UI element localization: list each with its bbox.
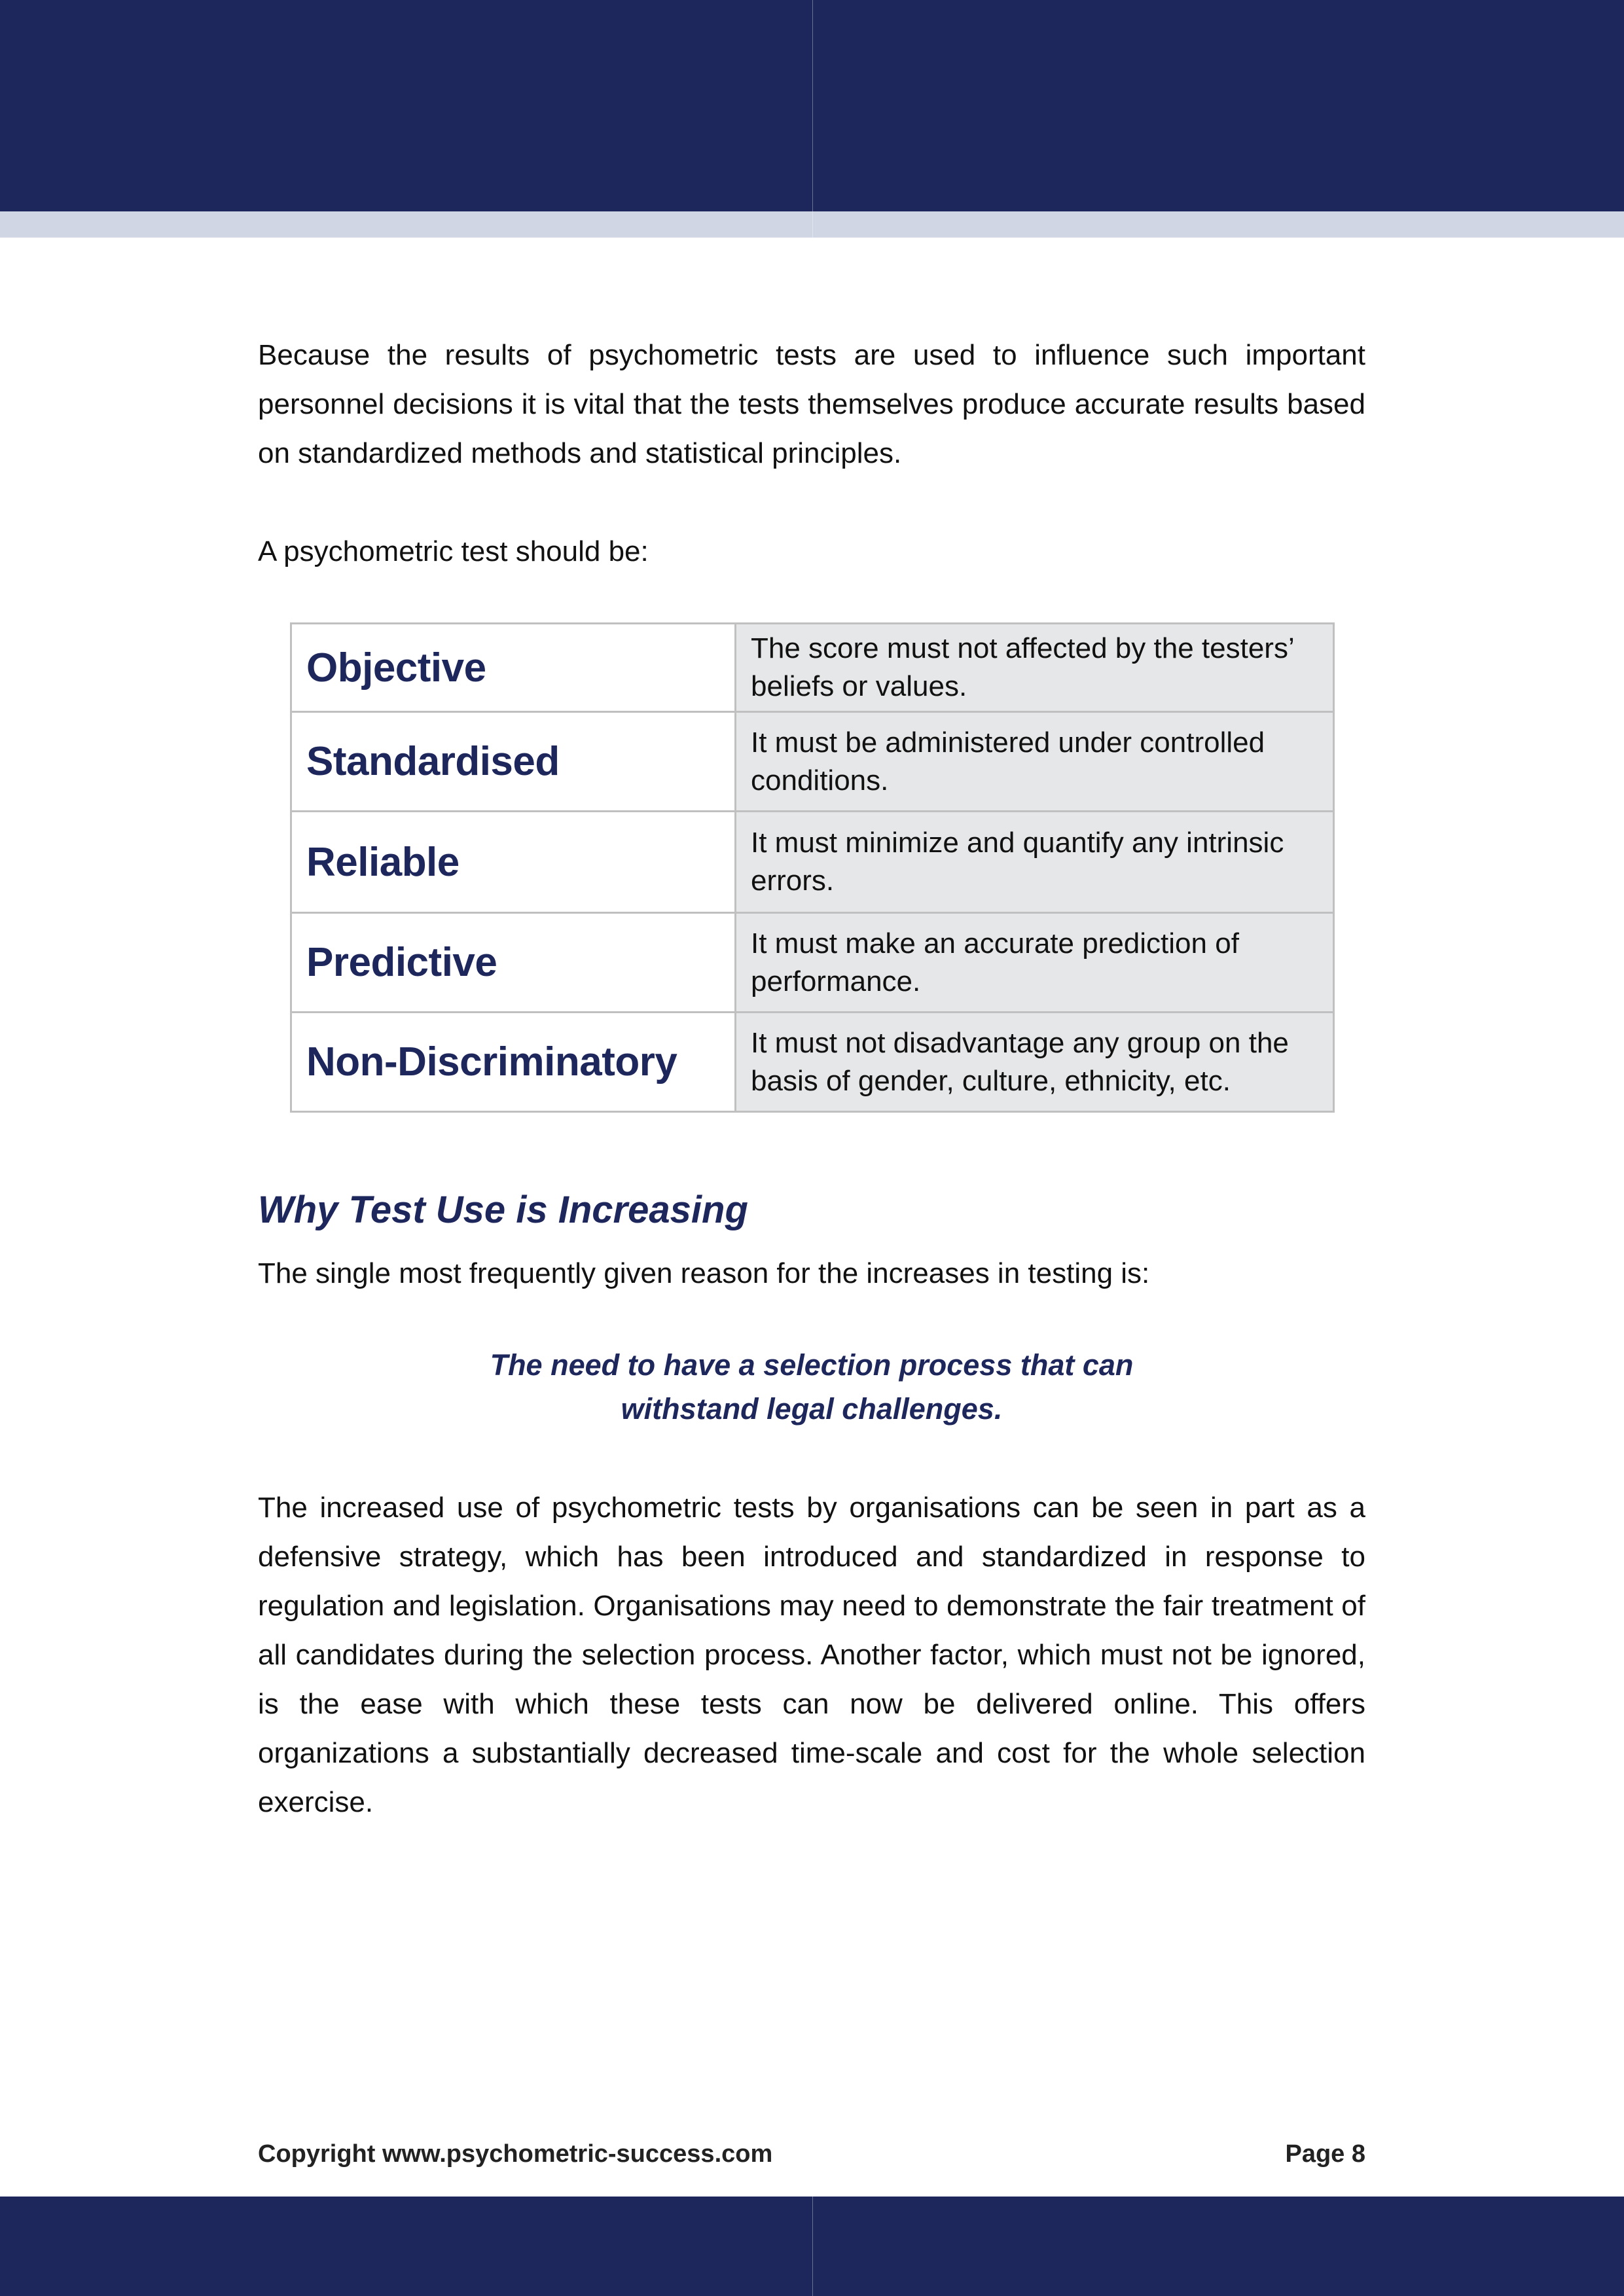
section-body: The increased use of psychometric tests by organisations can be seen in part as a defensive strategy, which has been introduced and standardized in response to regulation and legislation. Organisations may need to demonstrate the fair treatment of all candidates during the selection process. Another factor, which must not be ignored, is the ease with which these tests can now be delivered online. This offers organizations a substantially decreased time-scale and cost for the whole selection exercise.: [258, 1492, 1365, 1818]
table-row: [291, 624, 1334, 712]
criterion-term: Predictive: [291, 913, 736, 1013]
criterion-description: It must not disadvantage any group on the basis of gender, culture, ethnicity, etc.: [736, 1013, 1334, 1112]
list-intro: A psychometric test should be:: [258, 535, 649, 567]
criterion-description: It must make an accurate prediction of performance.: [736, 913, 1334, 1013]
table-row: [291, 812, 1334, 913]
footer-page-number: Page 8: [1285, 2140, 1365, 2168]
intro-paragraph: Because the results of psychometric tests are used to influence such important personnel decisions it is vital that the tests themselves produce accurate results based on standardized methods and statistical principles.: [258, 339, 1365, 469]
criterion-term: Objective: [291, 624, 736, 712]
table-row: [291, 1013, 1334, 1112]
criterion-term: Non-Discriminatory: [291, 1013, 736, 1112]
quote-line: withstand legal challenges.: [621, 1392, 1003, 1426]
pull-quote: [258, 1343, 1365, 1431]
header-divider: [812, 0, 813, 238]
quote-line: The need to have a selection process that can: [490, 1348, 1134, 1382]
section-heading: Why Test Use is Increasing: [258, 1189, 748, 1231]
criterion-description: It must minimize and quantify any intrinsic errors.: [736, 812, 1334, 913]
criterion-term: Standardised: [291, 712, 736, 812]
criteria-table: [290, 622, 1335, 1113]
criterion-term: Reliable: [291, 812, 736, 913]
table-row: [291, 913, 1334, 1013]
footer-copyright: Copyright www.psychometric-success.com: [258, 2140, 773, 2168]
table-row: [291, 712, 1334, 812]
footer-divider: [812, 2197, 813, 2296]
criterion-description: It must be administered under controlled conditions.: [736, 712, 1334, 812]
criterion-description: The score must not affected by the testers’ beliefs or values.: [736, 624, 1334, 712]
section-lead: The single most frequently given reason for the increases in testing is:: [258, 1257, 1150, 1289]
